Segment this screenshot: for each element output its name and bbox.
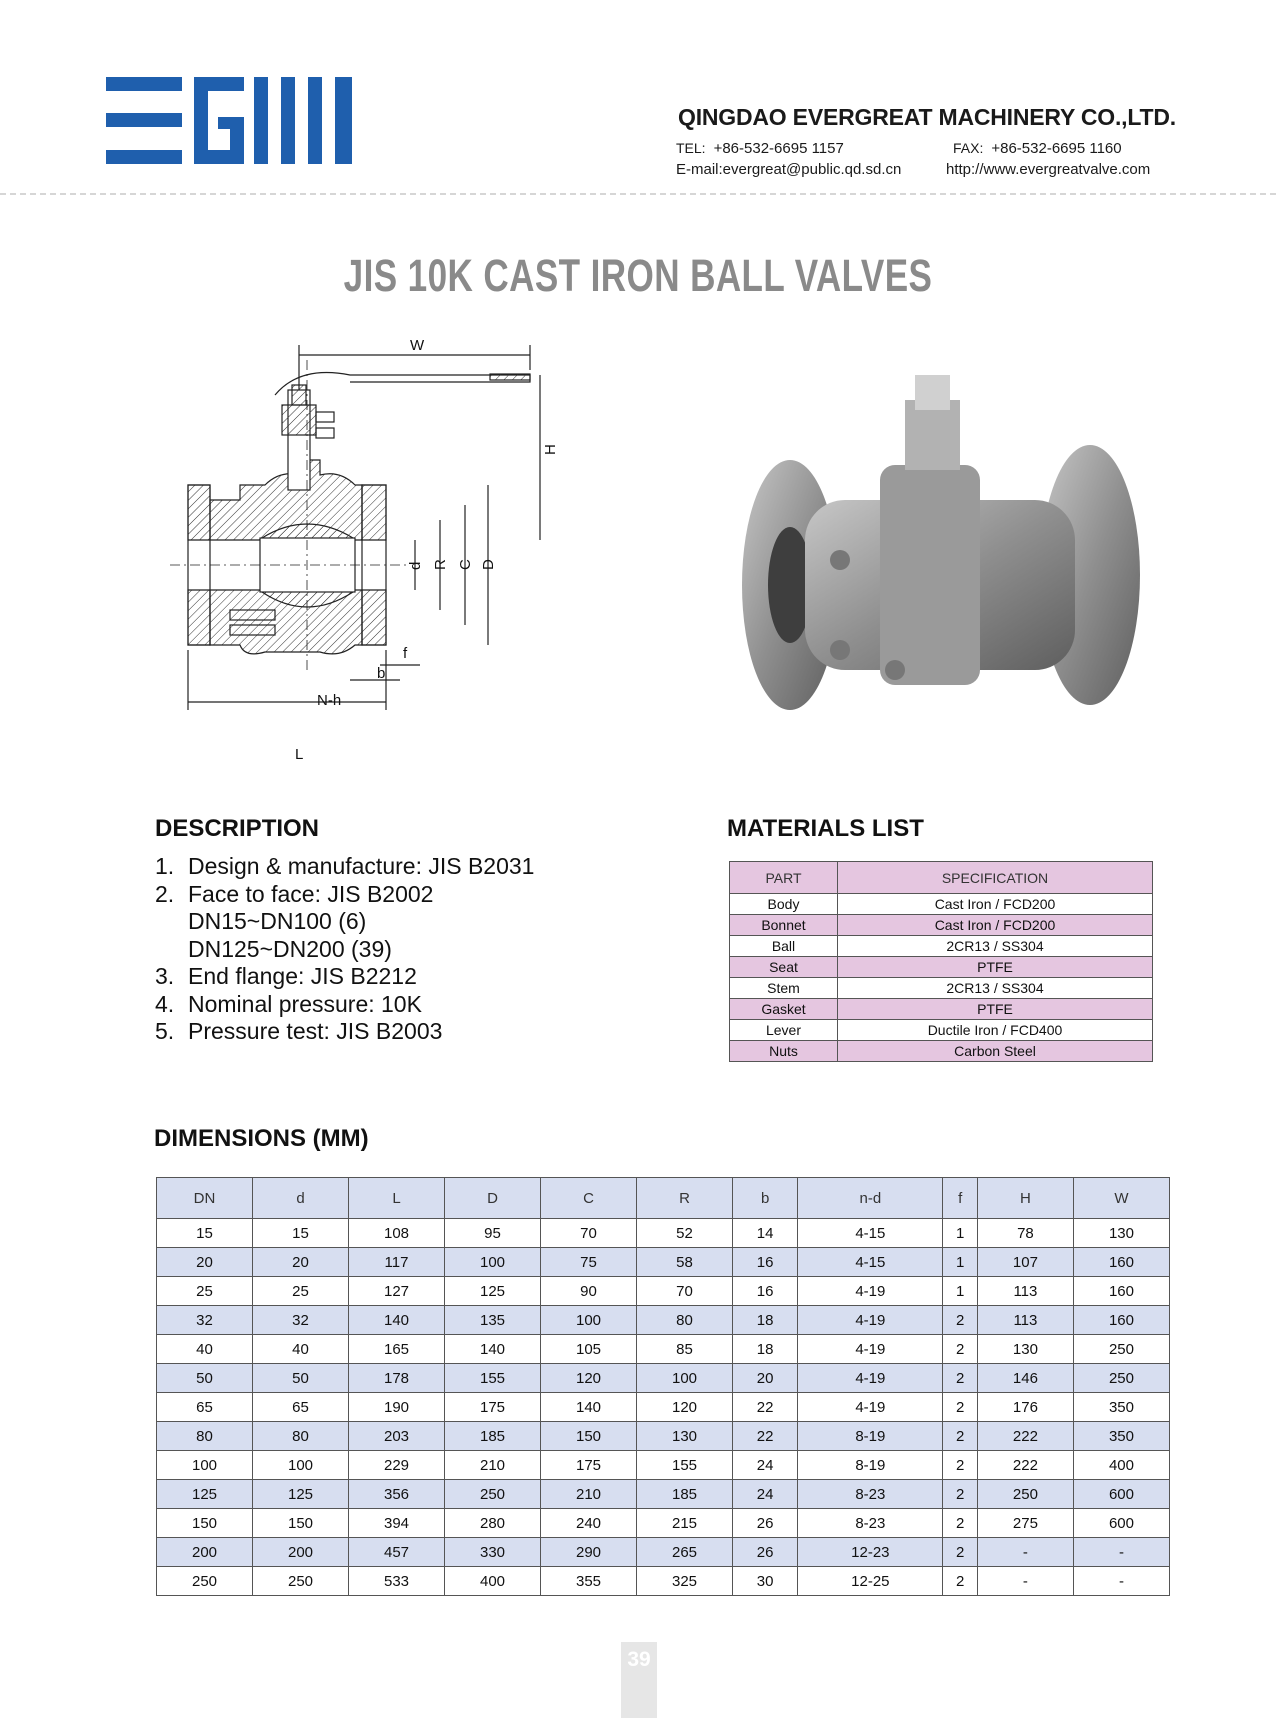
table-cell: 4-19 <box>798 1306 943 1335</box>
table-cell: 400 <box>1073 1451 1169 1480</box>
table-cell: - <box>977 1538 1073 1567</box>
description-list <box>155 853 534 1046</box>
dimensions-heading: DIMENSIONS (MM) <box>154 1125 369 1152</box>
table-cell: 25 <box>157 1277 253 1306</box>
table-row <box>157 1422 1170 1451</box>
dim-label-c: C <box>457 559 474 570</box>
table-cell: 190 <box>349 1393 445 1422</box>
table-cell: 355 <box>541 1567 637 1596</box>
table-cell: 8-19 <box>798 1422 943 1451</box>
table-cell: 146 <box>977 1364 1073 1393</box>
table-cell: 250 <box>253 1567 349 1596</box>
table-row <box>157 1277 1170 1306</box>
dimensions-header-cell: L <box>349 1178 445 1219</box>
table-cell: 78 <box>977 1219 1073 1248</box>
table-cell: 26 <box>733 1509 798 1538</box>
table-cell: 600 <box>1073 1480 1169 1509</box>
description-item: DN125~DN200 (39) <box>188 935 392 962</box>
table-cell: 203 <box>349 1422 445 1451</box>
table-cell: 175 <box>541 1451 637 1480</box>
table-cell: 8-23 <box>798 1509 943 1538</box>
page-title: JIS 10K CAST IRON BALL VALVES <box>343 250 933 301</box>
table-cell: 8-19 <box>798 1451 943 1480</box>
table-cell: 125 <box>157 1480 253 1509</box>
table-row: Ball 2CR13 / SS304 <box>730 936 1153 957</box>
dim-label-w: W <box>410 340 425 354</box>
table-row <box>157 1509 1170 1538</box>
table-cell: 178 <box>349 1364 445 1393</box>
table-cell: 250 <box>1073 1335 1169 1364</box>
table-cell: 117 <box>349 1248 445 1277</box>
tel-value: +86-532-6695 1157 <box>713 140 844 157</box>
description-item: 1. Design & manufacture: JIS B2031 <box>155 853 535 879</box>
description-item: 3. End flange: JIS B2212 <box>155 963 417 989</box>
table-cell: 240 <box>541 1509 637 1538</box>
table-cell: 15 <box>253 1219 349 1248</box>
table-cell: 155 <box>445 1364 541 1393</box>
table-cell: 4-19 <box>798 1393 943 1422</box>
table-cell: 250 <box>977 1480 1073 1509</box>
table-cell: 229 <box>349 1451 445 1480</box>
header-divider <box>0 193 1276 195</box>
dimensions-header-cell: W <box>1073 1178 1169 1219</box>
table-cell: 100 <box>445 1248 541 1277</box>
table-cell: 105 <box>541 1335 637 1364</box>
table-cell: 130 <box>637 1422 733 1451</box>
table-cell: 150 <box>541 1422 637 1451</box>
table-cell: 325 <box>637 1567 733 1596</box>
table-cell: 275 <box>977 1509 1073 1538</box>
table-cell: 16 <box>733 1277 798 1306</box>
table-cell: 330 <box>445 1538 541 1567</box>
table-cell: 400 <box>445 1567 541 1596</box>
description-item: 4. Nominal pressure: 10K <box>155 990 422 1017</box>
table-cell: 100 <box>637 1364 733 1393</box>
contact-fax <box>953 140 1122 157</box>
dimensions-header-cell: d <box>253 1178 349 1219</box>
table-cell: 2 <box>943 1451 977 1480</box>
table-cell: 32 <box>157 1306 253 1335</box>
table-cell: 176 <box>977 1393 1073 1422</box>
tel-label: TEL: <box>676 140 706 156</box>
table-cell: 457 <box>349 1538 445 1567</box>
table-cell: 150 <box>253 1509 349 1538</box>
table-cell: 113 <box>977 1277 1073 1306</box>
dimensions-table <box>156 1177 1170 1596</box>
table-cell: 20 <box>157 1248 253 1277</box>
table-cell: 8-23 <box>798 1480 943 1509</box>
table-cell: 150 <box>157 1509 253 1538</box>
table-cell: 185 <box>445 1422 541 1451</box>
table-cell: 75 <box>541 1248 637 1277</box>
table-cell: 155 <box>637 1451 733 1480</box>
table-cell: 394 <box>349 1509 445 1538</box>
table-cell: 350 <box>1073 1393 1169 1422</box>
table-cell: 2 <box>943 1480 977 1509</box>
table-row <box>157 1248 1170 1277</box>
table-cell: 14 <box>733 1219 798 1248</box>
table-cell: 265 <box>637 1538 733 1567</box>
table-cell: 160 <box>1073 1306 1169 1335</box>
table-cell: 18 <box>733 1306 798 1335</box>
table-cell: 140 <box>541 1393 637 1422</box>
description-heading: DESCRIPTION <box>155 815 320 842</box>
table-row: Lever Ductile Iron / FCD400 <box>730 1020 1153 1041</box>
dimensions-header-cell: b <box>733 1178 798 1219</box>
table-row <box>157 1480 1170 1509</box>
table-cell: 160 <box>1073 1248 1169 1277</box>
table-cell: 4-19 <box>798 1277 943 1306</box>
dim-label-f: f <box>403 645 408 662</box>
dim-label-r: R <box>432 559 449 570</box>
table-cell: 40 <box>253 1335 349 1364</box>
table-cell: 290 <box>541 1538 637 1567</box>
table-cell: 120 <box>541 1364 637 1393</box>
table-row: Stem 2CR13 / SS304 <box>730 978 1153 999</box>
table-cell: 130 <box>977 1335 1073 1364</box>
table-cell: 50 <box>157 1364 253 1393</box>
table-cell: 107 <box>977 1248 1073 1277</box>
table-row: Nuts Carbon Steel <box>730 1041 1153 1062</box>
dimensions-header-cell: C <box>541 1178 637 1219</box>
table-cell: - <box>977 1567 1073 1596</box>
materials-heading: MATERIALS LIST <box>727 815 924 842</box>
dimensions-header-cell: R <box>637 1178 733 1219</box>
dimensions-header-cell: H <box>977 1178 1073 1219</box>
table-cell: 40 <box>157 1335 253 1364</box>
table-cell: 250 <box>1073 1364 1169 1393</box>
table-cell: 165 <box>349 1335 445 1364</box>
table-cell: 65 <box>253 1393 349 1422</box>
dimensions-header-row <box>157 1178 1170 1219</box>
table-cell: 12-25 <box>798 1567 943 1596</box>
table-cell: 108 <box>349 1219 445 1248</box>
dim-label-d-large: D <box>480 559 497 570</box>
dim-label-b: b <box>377 665 386 682</box>
table-cell: 2 <box>943 1509 977 1538</box>
table-cell: 125 <box>445 1277 541 1306</box>
valve-product-photo <box>735 370 1145 760</box>
table-cell: 12-23 <box>798 1538 943 1567</box>
table-row <box>157 1393 1170 1422</box>
materials-header-part: PART <box>730 862 838 894</box>
materials-table <box>729 861 1153 1062</box>
company-name: QINGDAO EVERGREAT MACHINERY CO.,LTD. <box>678 104 1176 130</box>
table-cell: 50 <box>253 1364 349 1393</box>
table-cell: 210 <box>541 1480 637 1509</box>
table-cell: 250 <box>445 1480 541 1509</box>
table-row <box>157 1306 1170 1335</box>
table-cell: 113 <box>977 1306 1073 1335</box>
table-cell: 160 <box>1073 1277 1169 1306</box>
table-cell: 350 <box>1073 1422 1169 1451</box>
table-cell: 25 <box>253 1277 349 1306</box>
table-cell: 32 <box>253 1306 349 1335</box>
fax-label: FAX: <box>953 140 984 156</box>
table-cell: 2 <box>943 1567 977 1596</box>
description-item: 5. Pressure test: JIS B2003 <box>155 1018 443 1044</box>
table-cell: 4-15 <box>798 1219 943 1248</box>
table-cell: 200 <box>253 1538 349 1567</box>
contact-tel <box>676 140 844 157</box>
table-cell: 280 <box>445 1509 541 1538</box>
table-cell: 135 <box>445 1306 541 1335</box>
description-item: 2. Face to face: JIS B2002 <box>155 880 434 907</box>
table-cell: 20 <box>253 1248 349 1277</box>
table-cell: 600 <box>1073 1509 1169 1538</box>
table-cell: 80 <box>637 1306 733 1335</box>
dim-label-h: H <box>542 444 559 455</box>
table-cell: 16 <box>733 1248 798 1277</box>
table-cell: 2 <box>943 1538 977 1567</box>
table-cell: 22 <box>733 1393 798 1422</box>
dim-label-l: L <box>295 746 304 763</box>
table-cell: 100 <box>253 1451 349 1480</box>
table-cell: 30 <box>733 1567 798 1596</box>
dimensions-header-cell: n-d <box>798 1178 943 1219</box>
table-cell: 140 <box>349 1306 445 1335</box>
table-cell: 95 <box>445 1219 541 1248</box>
table-cell: 210 <box>445 1451 541 1480</box>
table-cell: 222 <box>977 1451 1073 1480</box>
table-cell: 80 <box>253 1422 349 1451</box>
materials-header-spec: SPECIFICATION <box>838 862 1153 894</box>
dim-label-nh: N-h <box>317 692 342 709</box>
table-row <box>157 1335 1170 1364</box>
table-cell: 52 <box>637 1219 733 1248</box>
table-cell: 70 <box>637 1277 733 1306</box>
table-cell: 356 <box>349 1480 445 1509</box>
table-cell: 1 <box>943 1277 977 1306</box>
table-cell: 22 <box>733 1422 798 1451</box>
table-row <box>157 1538 1170 1567</box>
table-cell: 120 <box>637 1393 733 1422</box>
table-cell: 175 <box>445 1393 541 1422</box>
table-cell: 2 <box>943 1364 977 1393</box>
table-cell: 4-19 <box>798 1364 943 1393</box>
table-row <box>157 1567 1170 1596</box>
table-cell: 533 <box>349 1567 445 1596</box>
table-cell: 80 <box>157 1422 253 1451</box>
table-cell: 2 <box>943 1422 977 1451</box>
table-cell: 2 <box>943 1335 977 1364</box>
table-cell: 1 <box>943 1248 977 1277</box>
table-cell: 185 <box>637 1480 733 1509</box>
table-cell: 130 <box>1073 1219 1169 1248</box>
table-cell: 2 <box>943 1306 977 1335</box>
table-cell: 125 <box>253 1480 349 1509</box>
table-cell: 85 <box>637 1335 733 1364</box>
table-cell: - <box>1073 1567 1169 1596</box>
table-cell: 18 <box>733 1335 798 1364</box>
table-row: Seat PTFE <box>730 957 1153 978</box>
table-cell: 4-19 <box>798 1335 943 1364</box>
valve-cross-section-drawing <box>170 340 610 780</box>
table-cell: 127 <box>349 1277 445 1306</box>
dim-label-d-small: d <box>407 561 424 570</box>
table-cell: 58 <box>637 1248 733 1277</box>
table-cell: 215 <box>637 1509 733 1538</box>
table-cell: 100 <box>541 1306 637 1335</box>
table-cell: 2 <box>943 1393 977 1422</box>
description-item: DN15~DN100 (6) <box>188 908 367 934</box>
egm-logo <box>106 77 352 164</box>
table-cell: 70 <box>541 1219 637 1248</box>
fax-value: +86-532-6695 1160 <box>991 140 1122 157</box>
table-row: Gasket PTFE <box>730 999 1153 1020</box>
page-number: 39 <box>621 1642 657 1718</box>
table-cell: 90 <box>541 1277 637 1306</box>
table-cell: 250 <box>157 1567 253 1596</box>
table-cell: 24 <box>733 1451 798 1480</box>
table-row <box>157 1364 1170 1393</box>
table-cell: 100 <box>157 1451 253 1480</box>
contact-email: E-mail:evergreat@public.qd.sd.cn <box>676 161 902 178</box>
table-cell: 26 <box>733 1538 798 1567</box>
table-cell: 20 <box>733 1364 798 1393</box>
table-cell: 65 <box>157 1393 253 1422</box>
dimensions-header-cell: f <box>943 1178 977 1219</box>
contact-website: http://www.evergreatvalve.com <box>946 161 1151 178</box>
table-cell: - <box>1073 1538 1169 1567</box>
table-cell: 15 <box>157 1219 253 1248</box>
table-cell: 200 <box>157 1538 253 1567</box>
table-cell: 140 <box>445 1335 541 1364</box>
table-row: Body Cast Iron / FCD200 <box>730 894 1153 915</box>
table-row: Bonnet Cast Iron / FCD200 <box>730 915 1153 936</box>
table-cell: 1 <box>943 1219 977 1248</box>
dimensions-header-cell: D <box>445 1178 541 1219</box>
table-row <box>157 1451 1170 1480</box>
dimensions-header-cell: DN <box>157 1178 253 1219</box>
table-cell: 4-15 <box>798 1248 943 1277</box>
table-cell: 222 <box>977 1422 1073 1451</box>
table-row <box>157 1219 1170 1248</box>
table-cell: 24 <box>733 1480 798 1509</box>
